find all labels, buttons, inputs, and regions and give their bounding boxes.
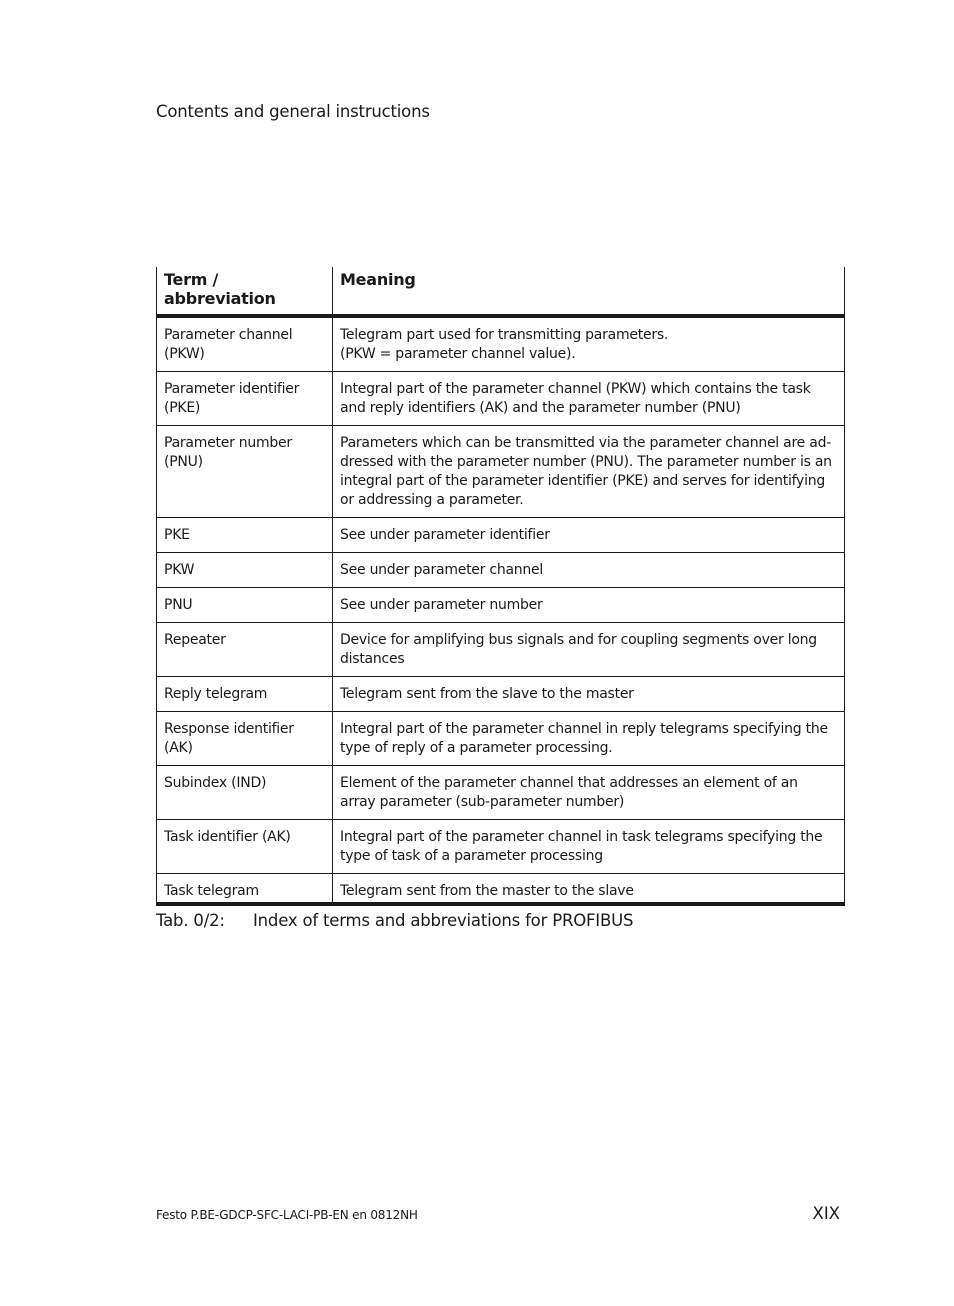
table-row xyxy=(157,588,845,623)
meaning-cell: Telegram sent from the slave to the master xyxy=(333,677,845,712)
table-row xyxy=(157,874,845,905)
table-row xyxy=(157,712,845,766)
meaning-cell: Device for amplifying bus signals and for coupling segments over long distances xyxy=(333,623,845,677)
caption-text: Index of terms and abbreviations for PROFIBUS xyxy=(253,911,634,930)
table-row xyxy=(157,426,845,518)
meaning-cell: Element of the parameter channel that addresses an element of an array parameter (sub-parameter number) xyxy=(333,766,845,820)
page-number: XIX xyxy=(812,1204,840,1223)
terms-table xyxy=(156,267,845,906)
table-row xyxy=(157,623,845,677)
meaning-cell: Telegram part used for transmitting parameters. (PKW = parameter channel value). xyxy=(333,316,845,372)
term-cell: Parameter identifier (PKE) xyxy=(157,372,333,426)
table-row xyxy=(157,316,845,372)
term-cell: Task telegram xyxy=(157,874,333,905)
table-row xyxy=(157,518,845,553)
column-header-meaning: Meaning xyxy=(333,267,845,316)
term-cell: Response identifier (AK) xyxy=(157,712,333,766)
table-row xyxy=(157,553,845,588)
table-caption xyxy=(156,911,633,930)
terms-table-body xyxy=(157,316,845,904)
running-header: Contents and general instructions xyxy=(156,102,430,121)
table-row xyxy=(157,766,845,820)
caption-label: Tab. 0/2: xyxy=(156,911,225,930)
table-row xyxy=(157,820,845,874)
meaning-cell: See under parameter number xyxy=(333,588,845,623)
meaning-cell: Integral part of the parameter channel in reply telegrams specifying the type of reply of a parameter processing. xyxy=(333,712,845,766)
meaning-cell: See under parameter identifier xyxy=(333,518,845,553)
table-row xyxy=(157,372,845,426)
terms-table-container xyxy=(156,267,844,906)
meaning-cell: Parameters which can be transmitted via the parameter channel are ad-dressed with the parameter number (PNU). The parameter number is an integral part of the parameter identifier (PKE) and serves for identifying or addressing a parameter. xyxy=(333,426,845,518)
term-cell: Parameter channel (PKW) xyxy=(157,316,333,372)
meaning-cell: Integral part of the parameter channel in task telegrams specifying the type of task of a parameter processing xyxy=(333,820,845,874)
column-header-term: Term / abbreviation xyxy=(157,267,333,316)
term-cell: Parameter number (PNU) xyxy=(157,426,333,518)
term-cell: Repeater xyxy=(157,623,333,677)
meaning-cell: Integral part of the parameter channel (PKW) which contains the task and reply identifiers (AK) and the parameter number (PNU) xyxy=(333,372,845,426)
term-cell: Subindex (IND) xyxy=(157,766,333,820)
term-cell: PKW xyxy=(157,553,333,588)
term-cell: PNU xyxy=(157,588,333,623)
term-cell: PKE xyxy=(157,518,333,553)
meaning-cell: See under parameter channel xyxy=(333,553,845,588)
table-header-row xyxy=(157,267,845,316)
table-row xyxy=(157,677,845,712)
term-cell: Task identifier (AK) xyxy=(157,820,333,874)
term-cell: Reply telegram xyxy=(157,677,333,712)
meaning-cell: Telegram sent from the master to the slave xyxy=(333,874,845,905)
footer-doc-id: Festo P.BE-GDCP-SFC-LACI-PB-EN en 0812NH xyxy=(156,1208,418,1222)
